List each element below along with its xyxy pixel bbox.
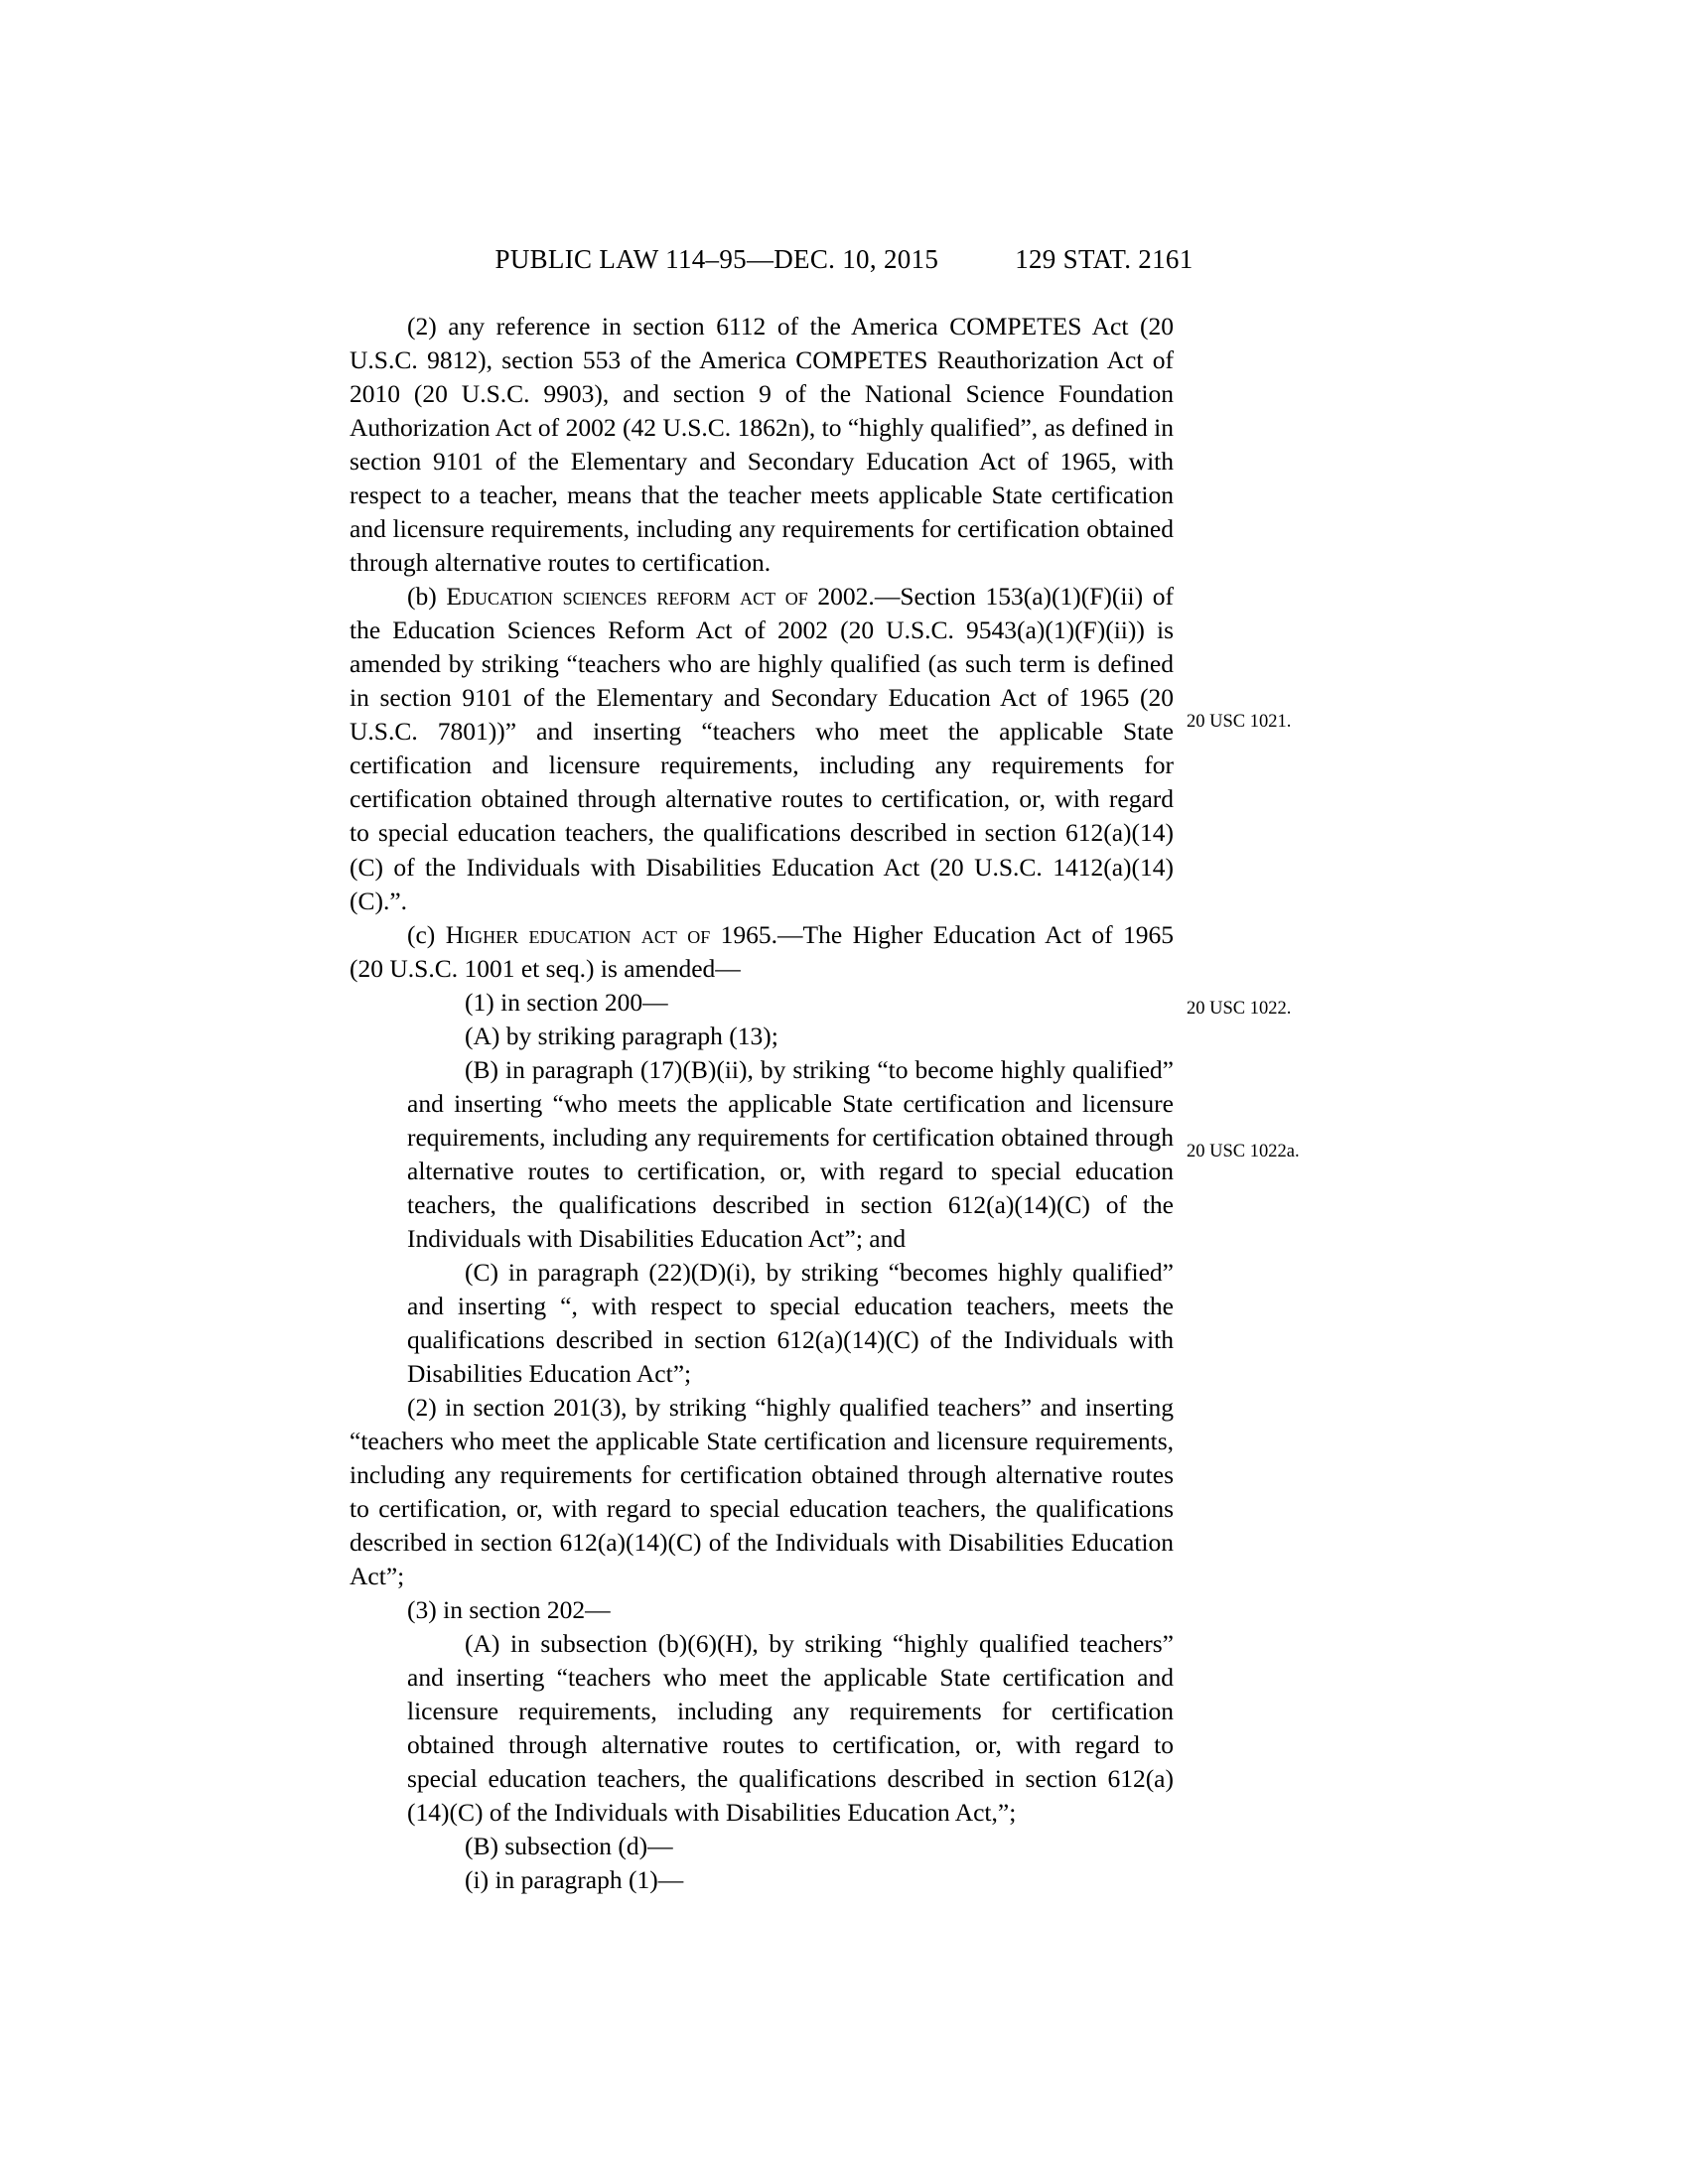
paragraph-3-B-i: (i) in paragraph (1)—: [465, 1865, 684, 1895]
paragraph-1-C: (C) in paragraph (22)(D)(i), by striking “becomes highly qualified” and inserting “, with respect to special education teachers, meets the qualifications described in section 612(a)(14)(C) of the Individuals with Disabilities Education Act”;: [407, 1257, 1174, 1388]
document-body: [350, 310, 1174, 1897]
paragraph-2-competes: (2) any reference in section 6112 of the America COMPETES Act (20 U.S.C. 9812), section 553 of the America COMPETES Reauthorization Act of 2010 (20 U.S.C. 9903), and section 9 of the National Science Foundation Authorization Act of 2002 (42 U.S.C. 1862n), to “highly qualified”, as defined in section 9101 of the Elementary and Secondary Education Act of 1965, with respect to a teacher, means that the teacher meets applicable State certification and licensure requirements, including any requirements for certification obtained through alternative routes to certification.: [350, 312, 1174, 578]
paragraph-3-A: (A) in subsection (b)(6)(H), by striking “highly qualified teachers” and inserting “teachers who meet the applicable State certification and licensure requirements, including any requirements for certification obtained through alternative routes to certification, or, with regard to special education teachers, the qualifications described in section 612(a)(14)(C) of the Individuals with Disabilities Education Act,”;: [407, 1629, 1174, 1828]
paragraph-1-A: (A) by striking paragraph (13);: [465, 1021, 778, 1050]
header-law-citation: PUBLIC LAW 114–95—DEC. 10, 2015: [494, 244, 939, 274]
paragraph-b-education-sciences-reform-act: (b) Education sciences reform act of 2002.—Section 153(a)(1)(F)(ii) of the Education Sciences Reform Act of 2002 (20 U.S.C. 9543(a)(1)(F)(ii)) is amended by striking “teachers who are highly qualified (as such term is defined in section 9101 of the Elementary and Secondary Education Act of 1965 (20 U.S.C. 7801))” and inserting “teachers who meet the applicable State certification and licensure requirements, including any requirements for certification obtained through alternative routes to certification, or, with regard to special education teachers, the qualifications described in section 612(a)(14)(C) of the Individuals with Disabilities Education Act (20 U.S.C. 1412(a)(14)(C).”.: [350, 582, 1175, 915]
paragraph-3-section-202: (3) in section 202—: [407, 1595, 611, 1625]
paragraph-1-B: (B) in paragraph (17)(B)(ii), by striking “to become highly qualified” and inserting “who meets the applicable State certification and licensure requirements, including any requirements for certification obtained through alternative routes to certification, or, with regard to special education teachers, the qualifications described in section 612(a)(14)(C) of the Individuals with Disabilities Education Act”; and: [407, 1054, 1174, 1253]
margin-note-20-usc-1022: 20 USC 1022.: [1187, 999, 1292, 1019]
paragraph-c-higher-education-act: (c) Higher education act of 1965.—The Higher Education Act of 1965 (20 U.S.C. 1001 et seq.) is amended—: [350, 919, 1174, 983]
header-stat-citation: 129 STAT. 2161: [1015, 244, 1194, 274]
margin-note-20-usc-1021: 20 USC 1021.: [1187, 712, 1292, 732]
paragraph-3-B: (B) subsection (d)—: [465, 1832, 673, 1861]
paragraph-2-section-201: (2) in section 201(3), by striking “highly qualified teachers” and inserting “teachers who meet the applicable State certification and licensure requirements, including any requirements for certification obtained through alternative routes to certification, or, with regard to special education teachers, the qualifications described in section 612(a)(14)(C) of the Individuals with Disabilities Education Act”;: [350, 1393, 1174, 1591]
page-header: [0, 244, 1688, 275]
margin-note-20-usc-1022a: 20 USC 1022a.: [1187, 1142, 1300, 1161]
paragraph-1-section-200: (1) in section 200—: [465, 987, 668, 1017]
